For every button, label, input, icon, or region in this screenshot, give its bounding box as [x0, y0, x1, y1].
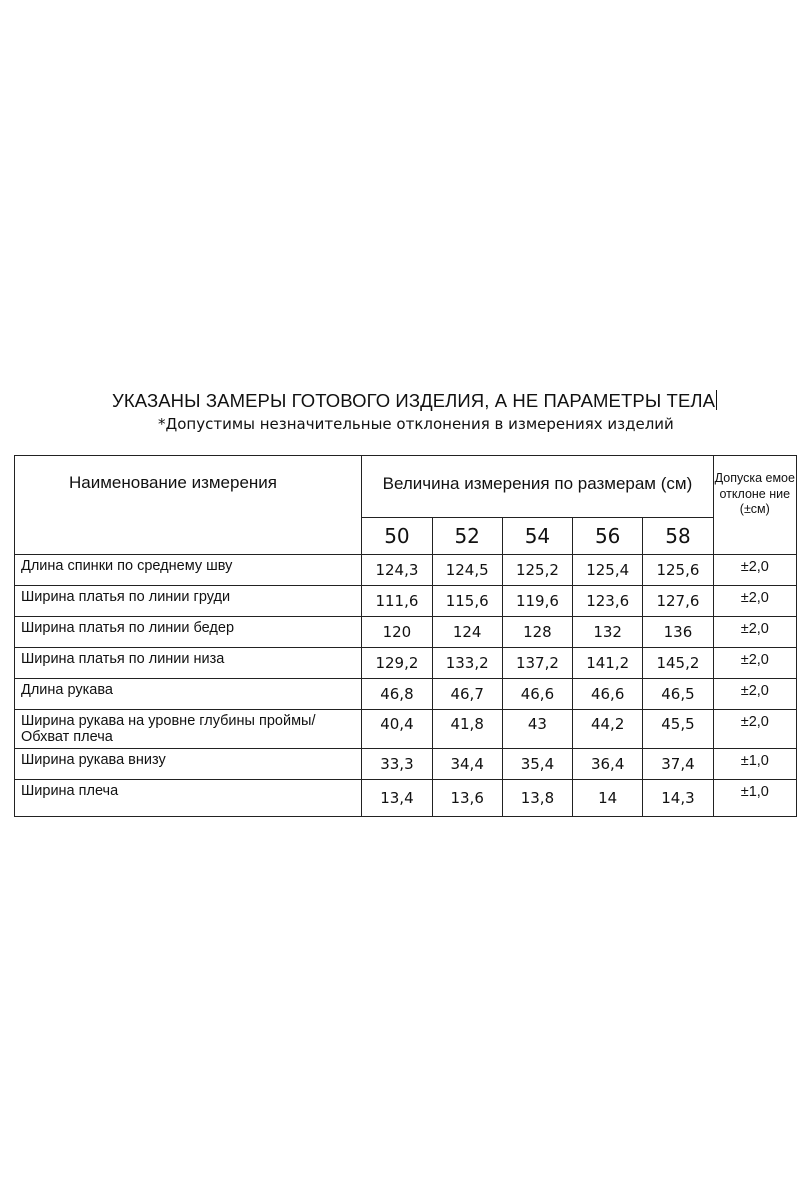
- measurement-value: 125,4: [573, 555, 643, 586]
- table-row: [15, 617, 797, 648]
- measurement-value: 46,6: [573, 679, 643, 710]
- measurement-value: 41,8: [432, 710, 502, 749]
- measurement-value: 132: [573, 617, 643, 648]
- page-title: [112, 390, 717, 412]
- deviation-note: *Допустимы незначительные отклонения в измерениях изделий: [158, 415, 674, 433]
- measurement-value: 125,2: [502, 555, 572, 586]
- measurement-value: 14: [573, 780, 643, 817]
- measurement-value: 37,4: [643, 749, 713, 780]
- table-row: [15, 679, 797, 710]
- tolerance-value: ±2,0: [713, 710, 796, 749]
- measurement-value: 35,4: [502, 749, 572, 780]
- measurement-value: 36,4: [573, 749, 643, 780]
- measurement-value: 46,8: [362, 679, 432, 710]
- size-header: 56: [573, 518, 643, 555]
- measurement-value: 136: [643, 617, 713, 648]
- tolerance-value: ±2,0: [713, 648, 796, 679]
- measurement-name: Ширина платья по линии низа: [15, 648, 362, 679]
- measurement-name: Ширина плеча: [15, 780, 362, 817]
- size-table: [14, 455, 797, 817]
- table-row: [15, 648, 797, 679]
- measurement-value: 46,7: [432, 679, 502, 710]
- measurement-value: 129,2: [362, 648, 432, 679]
- measurement-value: 125,6: [643, 555, 713, 586]
- measurement-value: 124,3: [362, 555, 432, 586]
- measurement-value: 40,4: [362, 710, 432, 749]
- size-header: 54: [502, 518, 572, 555]
- measurement-value: 115,6: [432, 586, 502, 617]
- measurement-name: Ширина рукава внизу: [15, 749, 362, 780]
- tolerance-value: ±2,0: [713, 555, 796, 586]
- measurement-value: 43: [502, 710, 572, 749]
- table-row: [15, 710, 797, 749]
- size-header: 58: [643, 518, 713, 555]
- size-header: 50: [362, 518, 432, 555]
- table-row: [15, 555, 797, 586]
- measurement-value: 14,3: [643, 780, 713, 817]
- measurement-value: 111,6: [362, 586, 432, 617]
- measurement-value: 137,2: [502, 648, 572, 679]
- size-header: 52: [432, 518, 502, 555]
- measurement-value: 13,8: [502, 780, 572, 817]
- measurement-value: 13,6: [432, 780, 502, 817]
- measurement-name: Ширина платья по линии груди: [15, 586, 362, 617]
- tolerance-value: ±1,0: [713, 780, 796, 817]
- measurement-value: 133,2: [432, 648, 502, 679]
- measurement-name-header: Наименование измерения: [15, 456, 362, 555]
- tolerance-header: Допуска емое отклоне ние (±см): [713, 456, 796, 555]
- tolerance-value: ±2,0: [713, 679, 796, 710]
- measurement-value: 124,5: [432, 555, 502, 586]
- table-row: [15, 780, 797, 817]
- measurement-value: 141,2: [573, 648, 643, 679]
- tolerance-value: ±2,0: [713, 586, 796, 617]
- measurement-name: Ширина рукава на уровне глубины проймы/Обхват плеча: [15, 710, 362, 749]
- text-cursor: [716, 390, 717, 410]
- measurement-value: 46,6: [502, 679, 572, 710]
- size-values-header: Величина измерения по размерам (см): [362, 456, 713, 518]
- measurement-value: 44,2: [573, 710, 643, 749]
- measurement-value: 34,4: [432, 749, 502, 780]
- tolerance-value: ±1,0: [713, 749, 796, 780]
- measurement-value: 145,2: [643, 648, 713, 679]
- measurement-value: 124: [432, 617, 502, 648]
- measurement-value: 33,3: [362, 749, 432, 780]
- page-title-text: УКАЗАНЫ ЗАМЕРЫ ГОТОВОГО ИЗДЕЛИЯ, А НЕ ПАРАМЕТРЫ ТЕЛА: [112, 390, 716, 411]
- measurement-name: Длина спинки по среднему шву: [15, 555, 362, 586]
- measurement-value: 45,5: [643, 710, 713, 749]
- tolerance-value: ±2,0: [713, 617, 796, 648]
- measurement-value: 13,4: [362, 780, 432, 817]
- measurement-name: Ширина платья по линии бедер: [15, 617, 362, 648]
- measurement-value: 128: [502, 617, 572, 648]
- measurement-name: Длина рукава: [15, 679, 362, 710]
- measurement-value: 119,6: [502, 586, 572, 617]
- table-row: [15, 586, 797, 617]
- measurement-value: 127,6: [643, 586, 713, 617]
- table-row: [15, 749, 797, 780]
- measurement-value: 120: [362, 617, 432, 648]
- measurement-value: 46,5: [643, 679, 713, 710]
- measurement-value: 123,6: [573, 586, 643, 617]
